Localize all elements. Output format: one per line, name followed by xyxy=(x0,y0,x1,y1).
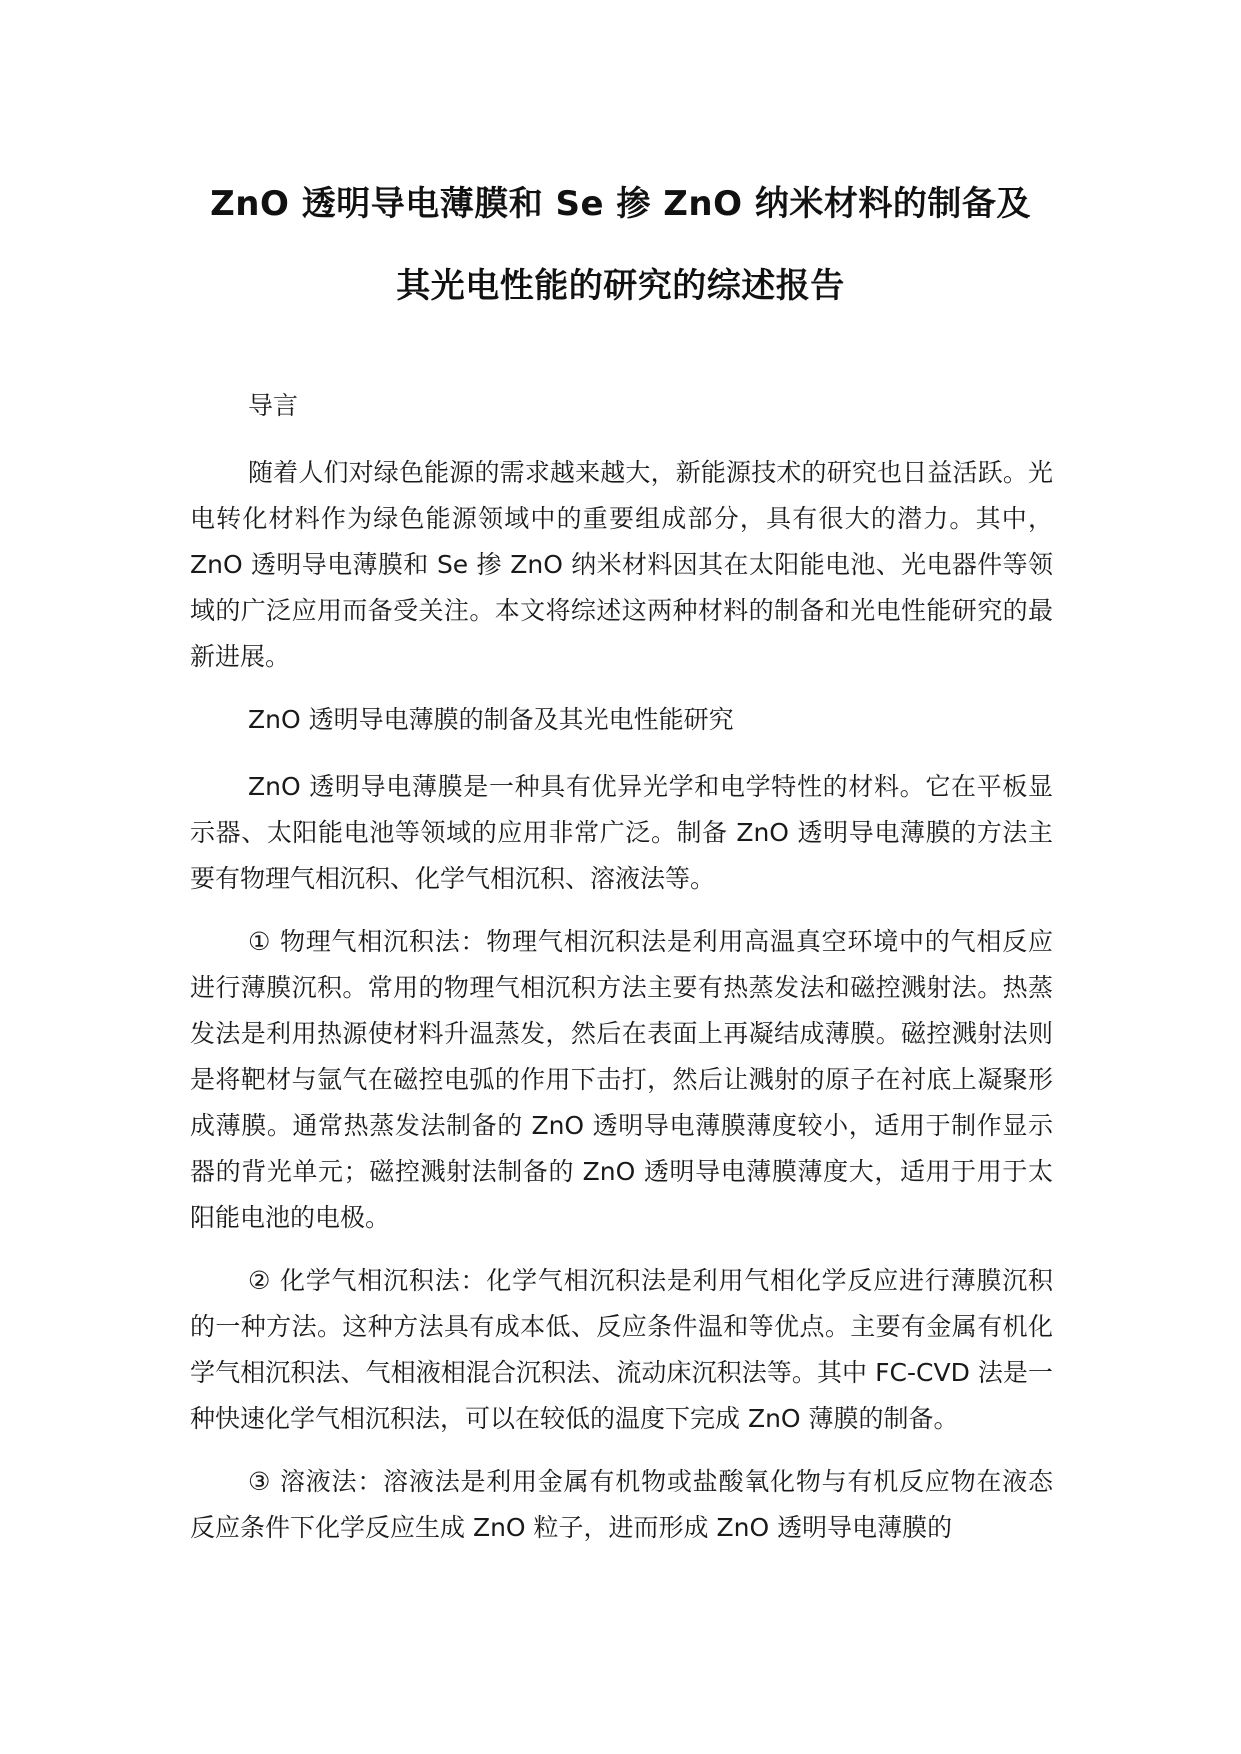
paragraph-solution-method: ③ 溶液法：溶液法是利用金属有机物或盐酸氧化物与有机反应物在液态反应条件下化学反应生成 ZnO 粒子，进而形成 ZnO 透明导电薄膜的 xyxy=(190,1467,1053,1542)
section-heading-zno-film: ZnO 透明导电薄膜的制备及其光电性能研究 xyxy=(248,705,734,734)
section-heading-introduction: 导言 xyxy=(248,391,299,420)
paragraph-cvd-method: ② 化学气相沉积法：化学气相沉积法是利用气相化学反应进行薄膜沉积的一种方法。这种方法具有成本低、反应条件温和等优点。主要有金属有机化学气相沉积法、气相液相混合沉积法、流动床沉积法等。其中 FC-CVD 法是一种快速化学气相沉积法，可以在较低的温度下完成 ZnO 薄膜的制备。 xyxy=(190,1266,1053,1433)
document-body xyxy=(190,383,1053,1568)
document-title-line-1: ZnO 透明导电薄膜和 Se 掺 ZnO 纳米材料的制备及 xyxy=(210,184,1031,224)
paragraph-pvd-method: ① 物理气相沉积法：物理气相沉积法是利用高温真空环境中的气相反应进行薄膜沉积。常用的物理气相沉积方法主要有热蒸发法和磁控溅射法。热蒸发法是利用热源使材料升温蒸发，然后在表面上再凝结成薄膜。磁控溅射法则是将靶材与氩气在磁控电弧的作用下击打，然后让溅射的原子在衬底上凝聚形成薄膜。通常热蒸发法制备的 ZnO 透明导电薄膜薄度较小，适用于制作显示器的背光单元；磁控溅射法制备的 ZnO 透明导电薄膜薄度大，适用于用于太阳能电池的电极。 xyxy=(190,927,1053,1232)
paragraph-zno-film-overview: ZnO 透明导电薄膜是一种具有优异光学和电学特性的材料。它在平板显示器、太阳能电池等领域的应用非常广泛。制备 ZnO 透明导电薄膜的方法主要有物理气相沉积、化学气相沉积、溶液法等。 xyxy=(190,772,1053,893)
paragraph-introduction: 随着人们对绿色能源的需求越来越大，新能源技术的研究也日益活跃。光电转化材料作为绿色能源领域中的重要组成部分，具有很大的潜力。其中，ZnO 透明导电薄膜和 Se 掺 ZnO 纳米材料因其在太阳能电池、光电器件等领域的广泛应用而备受关注。本文将综述这两种材料的制备和光电性能研究的最新进展。 xyxy=(190,458,1053,671)
document-title-line-2: 其光电性能的研究的综述报告 xyxy=(396,266,845,306)
